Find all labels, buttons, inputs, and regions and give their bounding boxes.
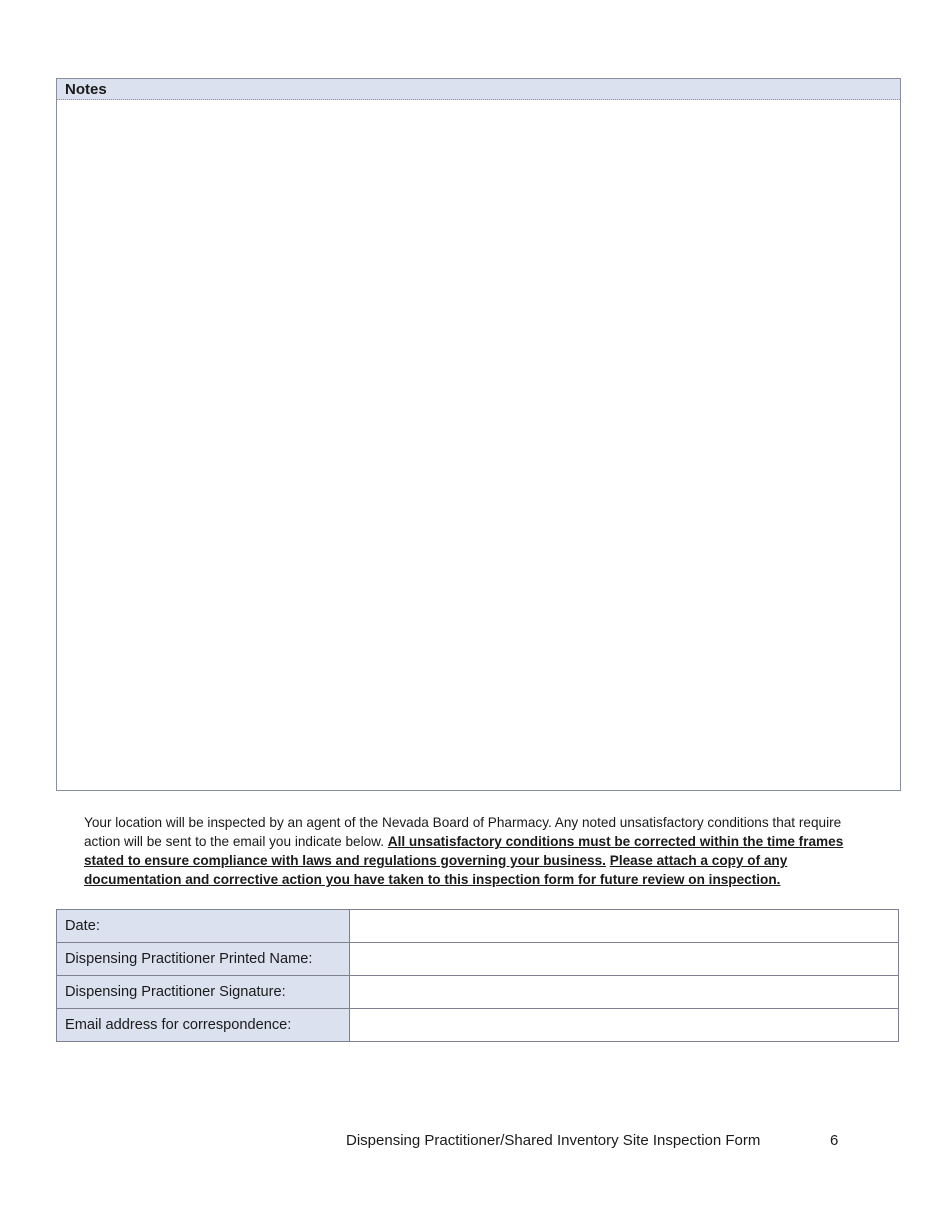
notice-correction-requirement: All unsatisfactory conditions must be corrected within the time frames stated to ensure compliance with laws and regulations governing your business. [84,834,844,868]
footer-title: Dispensing Practitioner/Shared Inventory Site Inspection Form [346,1132,761,1149]
notice-intro: Your location will be inspected by an agent of the Nevada Board of Pharmacy. Any noted unsatisfactory conditions that require action will be sent to the email you indicate below. [84,815,842,849]
notes-section [56,78,901,791]
date-field[interactable] [350,910,899,943]
table-row [57,910,899,943]
printed-name-field[interactable] [350,943,899,976]
signature-label: Dispensing Practitioner Signature: [57,976,350,1009]
email-field[interactable] [350,1009,899,1042]
date-label: Date: [57,910,350,943]
printed-name-label: Dispensing Practitioner Printed Name: [57,943,350,976]
page-footer [346,1132,839,1149]
email-label: Email address for correspondence: [57,1009,350,1042]
notes-header: Notes [57,79,900,100]
table-row [57,943,899,976]
notice-attachment-requirement: Please attach a copy of any documentation and corrective action you have taken to this inspection form for future review on inspection. [84,853,788,887]
page-number: 6 [830,1132,839,1149]
inspection-notice [84,813,874,889]
table-row [57,976,899,1009]
signature-field[interactable] [350,976,899,1009]
table-row [57,1009,899,1042]
notes-area[interactable] [57,100,900,790]
practitioner-info-table [56,909,899,1042]
